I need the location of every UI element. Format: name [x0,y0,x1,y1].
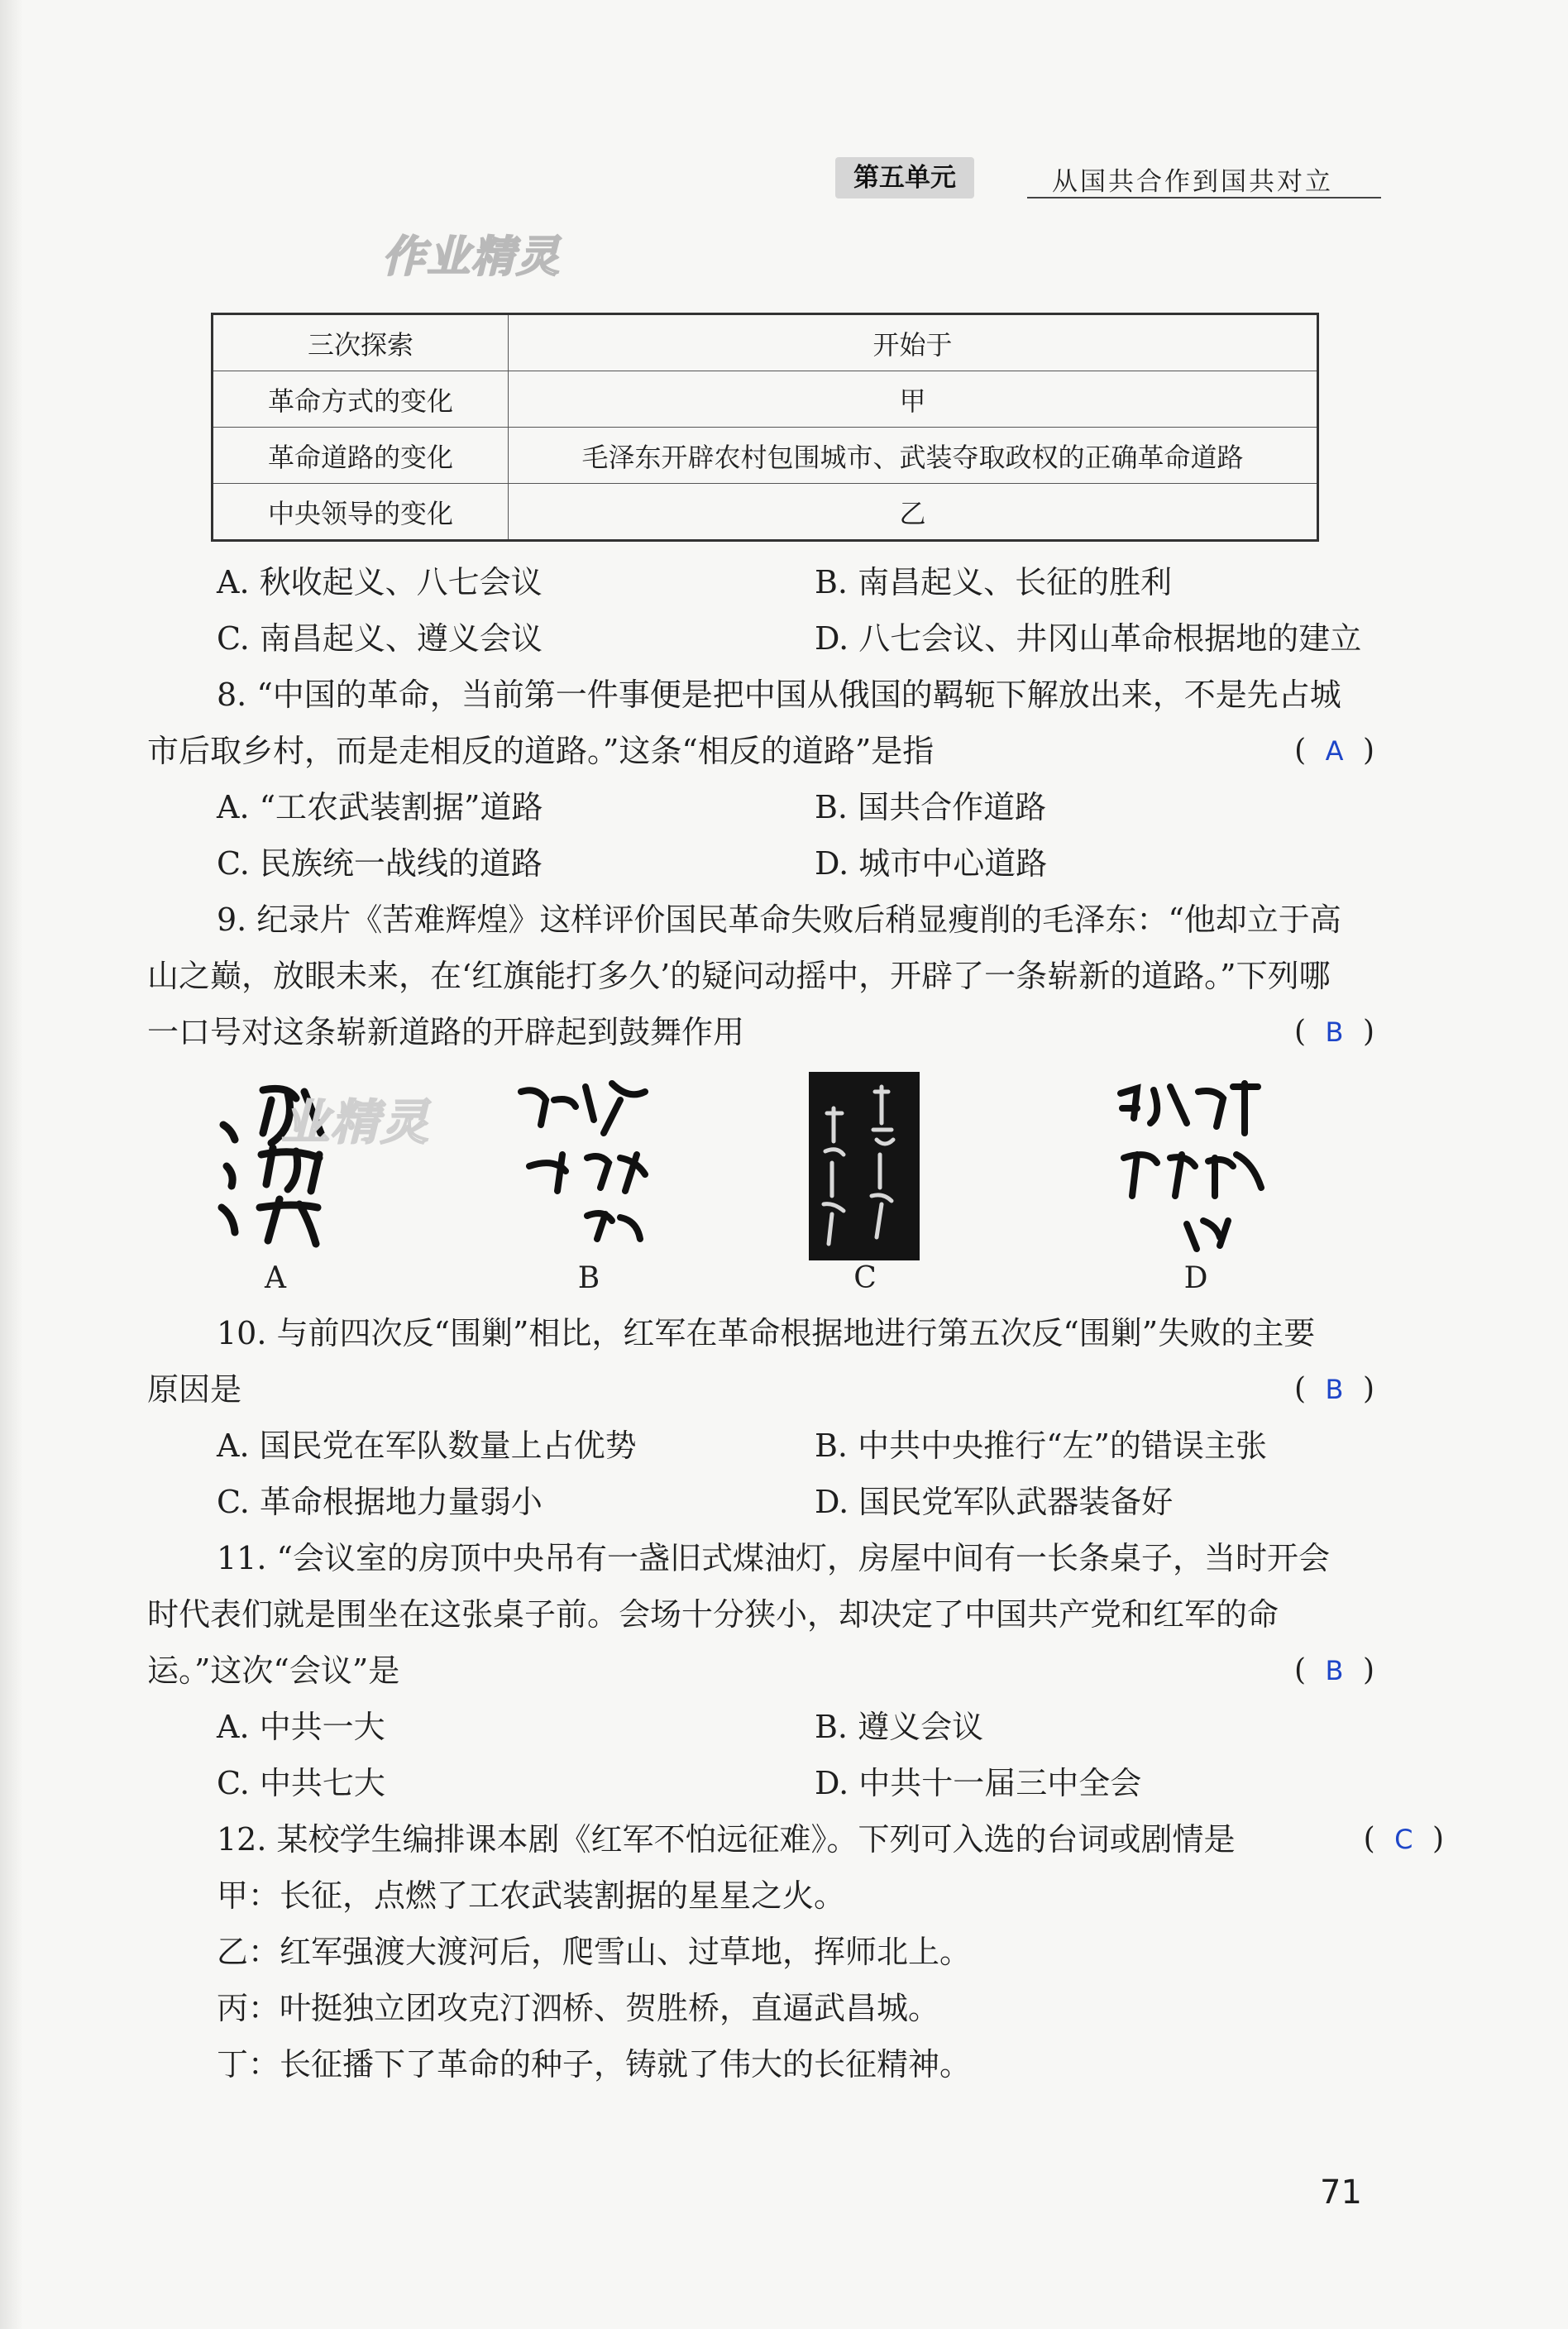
q12-stem-text: 12. 某校学生编排课本剧《红军不怕远征难》。下列可入选的台词或剧情是 [217,1821,1236,1858]
q11-stem-line2: 时代表们就是围坐在这张桌子前。会场十分狭小，却决定了中国共产党和红军的命 [147,1596,1279,1633]
q11-option-a: A. 中共一大 [217,1709,385,1745]
q10-stem-line1: 10. 与前四次反“围剿”相比，红军在革命根据地进行第五次反“围剿”失败的主要 [217,1315,1316,1351]
page-edge-shadow [0,0,23,2329]
q11-option-c: C. 中共七大 [217,1765,385,1801]
q10-answer: B [1325,1374,1349,1405]
table-cell: 乙 [509,484,1318,541]
q9-answer-bracket: ( B ) [1294,1015,1379,1049]
q12-answer-bracket: ( C ) [1363,1822,1449,1856]
table-cell: 三次探索 [213,314,509,371]
image-label-b: B [577,1261,600,1295]
image-label-c: C [853,1261,877,1295]
unit-label: 第五单元 [835,157,974,198]
table-cell: 开始于 [509,314,1318,371]
q11-stem-text: 运。”这次“会议”是 [147,1652,400,1689]
q10-option-a: A. 国民党在军队数量上占优势 [217,1428,637,1464]
table-cell: 革命方式的变化 [213,371,509,428]
calligraphy-image-b [513,1075,662,1257]
q11-answer-bracket: ( B ) [1294,1653,1379,1687]
q10-stem-line2 [147,1363,1379,1416]
q8-option-b: B. 国共合作道路 [815,789,1047,825]
exploration-table [211,313,1319,542]
image-label-d: D [1183,1261,1208,1295]
q10-stem-text: 原因是 [147,1371,242,1408]
q10-option-c: C. 革命根据地力量弱小 [217,1484,543,1520]
q12-item-yi: 乙：红军强渡大渡河后，爬雪山、过草地，挥师北上。 [217,1934,972,1970]
calligraphy-image-d [1112,1075,1278,1257]
q8-answer-bracket: ( A ) [1294,734,1379,768]
q8-stem-text: 市后取乡村，而是走相反的道路。”这条“相反的道路”是指 [147,733,935,769]
q10-option-d: D. 国民党军队武器装备好 [815,1484,1174,1520]
q12-item-jia: 甲：长征，点燃了工农武装割据的星星之火。 [217,1877,846,1914]
q9-stem-line2: 山之巅，放眼未来，在‘红旗能打多久’的疑问动摇中，开辟了一条崭新的道路。”下列哪 [147,958,1331,994]
table-cell: 中央领导的变化 [213,484,509,541]
table-row [213,371,1318,428]
q8-option-a: A. “工农武装割据”道路 [217,789,543,825]
q11-stem-line3 [147,1644,1379,1697]
table-cell: 革命道路的变化 [213,428,509,484]
q9-answer: B [1325,1016,1349,1048]
q12-item-bing: 丙：叶挺独立团攻克汀泗桥、贺胜桥，直逼武昌城。 [217,1990,940,2026]
q8-option-d: D. 城市中心道路 [815,845,1048,882]
q8-stem-line2 [147,725,1379,777]
page-number: 71 [1320,2174,1362,2212]
q11-option-b: B. 遵义会议 [815,1709,984,1745]
table-row [213,484,1318,541]
q7-option-d: D. 八七会议、井冈山革命根据地的建立 [815,620,1362,657]
q9-stem-text: 一口号对这条崭新道路的开辟起到鼓舞作用 [147,1014,745,1050]
q9-stem-line1: 9. 纪录片《苦难辉煌》这样评价国民革命失败后稍显瘦削的毛泽东：“他却立于高 [217,901,1341,938]
unit-header [835,157,1381,202]
q8-option-c: C. 民族统一战线的道路 [217,845,543,882]
q9-stem-line3 [147,1006,1379,1059]
q7-option-b: B. 南昌起义、长征的胜利 [815,564,1173,600]
q12-stem-line1 [147,1813,1449,1866]
q11-stem-line1: 11. “会议室的房顶中央吊有一盏旧式煤油灯，房屋中间有一长条桌子，当时开会 [217,1540,1330,1576]
header-rule [1027,197,1381,198]
q12-answer: C [1394,1824,1418,1855]
q8-answer: A [1325,735,1349,767]
unit-title: 从国共合作到国共对立 [1052,167,1333,197]
table-cell: 甲 [509,371,1318,428]
table-row [213,428,1318,484]
watermark-logo-overlay: 业精灵 [281,1094,431,1150]
table-row [213,314,1318,371]
q10-option-b: B. 中共中央推行“左”的错误主张 [815,1428,1267,1464]
q11-answer: B [1325,1655,1349,1686]
image-label-a: A [265,1261,286,1295]
q12-item-ding: 丁：长征播下了革命的种子，铸就了伟大的长征精神。 [217,2046,972,2083]
q7-option-c: C. 南昌起义、遵义会议 [217,620,543,657]
q10-answer-bracket: ( B ) [1294,1372,1379,1406]
watermark-logo: 作业精灵 [382,232,562,282]
table-cell: 毛泽东开辟农村包围城市、武装夺取政权的正确革命道路 [509,428,1318,484]
calligraphy-image-c [809,1072,920,1260]
q8-stem-line1: 8. “中国的革命，当前第一件事便是把中国从俄国的羁轭下解放出来，不是先占城 [217,677,1341,713]
q11-option-d: D. 中共十一届三中全会 [815,1765,1142,1801]
q7-option-a: A. 秋收起义、八七会议 [217,564,543,600]
